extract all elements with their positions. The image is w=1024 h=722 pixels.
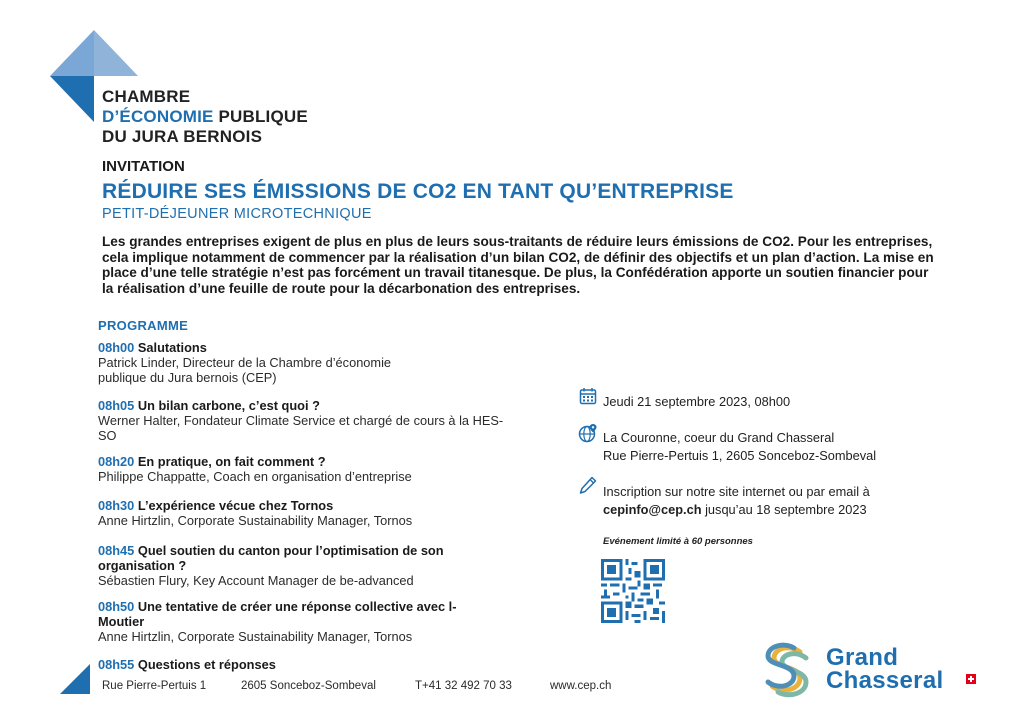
programme-title: Un bilan carbone, c’est quoi ? (137, 398, 320, 413)
org-line-2-rest: PUBLIQUE (213, 107, 308, 126)
registration-text: Inscription sur notre site internet ou par email à (603, 484, 870, 499)
programme-time: 08h20 (98, 454, 135, 469)
invitation-kicker: INVITATION (102, 158, 185, 175)
partner-name-line-1: Grand (826, 644, 899, 671)
org-line-2 (102, 107, 308, 127)
org-line-3: DU JURA BERNOIS (102, 127, 263, 146)
programme-item (98, 340, 508, 385)
capacity-note: Evénement limité à 60 personnes (603, 536, 753, 547)
footer-logo-mark (60, 664, 90, 694)
programme-time: 08h50 (98, 599, 135, 614)
partner-name (826, 646, 943, 692)
programme-title: Salutations (137, 340, 207, 355)
programme-speaker: Sébastien Flury, Key Account Manager de be-advanced (98, 573, 414, 588)
programme-item (98, 398, 508, 443)
footer-website[interactable]: www.cep.ch (550, 680, 612, 692)
footer-phone[interactable]: T+41 32 492 70 33 (415, 680, 512, 692)
calendar-icon (579, 387, 597, 405)
programme-speaker: Anne Hirtzlin, Corporate Sustainability Manager, Tornos (98, 629, 413, 644)
programme-time: 08h30 (98, 498, 135, 513)
footer-city: 2605 Sonceboz-Sombeval (241, 680, 376, 692)
programme-item (98, 599, 478, 644)
organisation-name (102, 87, 308, 147)
event-date: Jeudi 21 septembre 2023, 08h00 (603, 394, 791, 409)
programme-speaker: Anne Hirtzlin, Corporate Sustainability Manager, Tornos (98, 513, 413, 528)
programme-speaker: Patrick Linder, Directeur de la Chambre d’économie publique du Jura bernois (CEP) (98, 355, 392, 385)
registration-deadline (603, 501, 870, 519)
programme-heading: PROGRAMME (98, 318, 189, 333)
event-registration (603, 483, 870, 519)
programme-title: L’expérience vécue chez Tornos (137, 498, 334, 513)
partner-name-line-2: Chasseral (826, 667, 944, 694)
swiss-flag-icon (966, 674, 976, 684)
page-title: RÉDUIRE SES ÉMISSIONS DE CO2 EN TANT QU’ENTREPRISE (102, 180, 734, 203)
venue-name: La Couronne, coeur du Grand Chasseral (603, 430, 835, 445)
org-line-2-accent: D’ÉCONOMIE (102, 107, 214, 126)
globe-location-icon (578, 423, 598, 443)
programme-time: 08h05 (98, 398, 135, 413)
programme-item (98, 454, 508, 484)
event-venue (603, 429, 876, 465)
registration-email-link[interactable]: cepinfo@cep.ch (603, 502, 702, 517)
programme-title: Quel soutien du canton pour l’optimisation de son organisation ? (98, 543, 444, 573)
grand-chasseral-emblem (756, 640, 820, 704)
registration-deadline-text: jusqu’au 18 septembre 2023 (701, 502, 867, 517)
programme-item (98, 498, 508, 528)
footer-address: Rue Pierre-Pertuis 1 (102, 680, 207, 692)
programme-item (98, 657, 508, 672)
programme-time: 08h00 (98, 340, 135, 355)
page-subtitle: PETIT-DÉJEUNER MICROTECHNIQUE (102, 206, 372, 222)
org-line-1: CHAMBRE (102, 87, 191, 106)
programme-title: Questions et réponses (137, 657, 276, 672)
intro-paragraph: Les grandes entreprises exigent de plus en plus de leurs sous-traitants de réduire leurs émissions de CO2. Pour les entreprises, cela implique notamment de commencer par la réalisation d’un bilan CO2, de définir des objectifs et un plan d’action. La mise en place d’une telle stratégie n’est pas forcément un travail titanesque. De plus, la Confédération apporte un soutien financier pour la réalisation d’une feuille de route pour la décarbonation des entreprises. (102, 234, 934, 296)
programme-speaker: Werner Halter, Fondateur Climate Service et chargé de cours à la HES-SO (98, 413, 504, 443)
venue-address: Rue Pierre-Pertuis 1, 2605 Sonceboz-Sombeval (603, 448, 877, 463)
programme-title: Une tentative de créer une réponse collective avec l-Moutier (98, 599, 457, 629)
programme-speaker: Philippe Chappatte, Coach en organisation d’entreprise (98, 469, 412, 484)
pen-icon (579, 476, 597, 496)
qr-code[interactable] (601, 559, 665, 623)
programme-time: 08h55 (98, 657, 135, 672)
programme-time: 08h45 (98, 543, 135, 558)
programme-title: En pratique, on fait comment ? (137, 454, 326, 469)
programme-item (98, 543, 478, 588)
